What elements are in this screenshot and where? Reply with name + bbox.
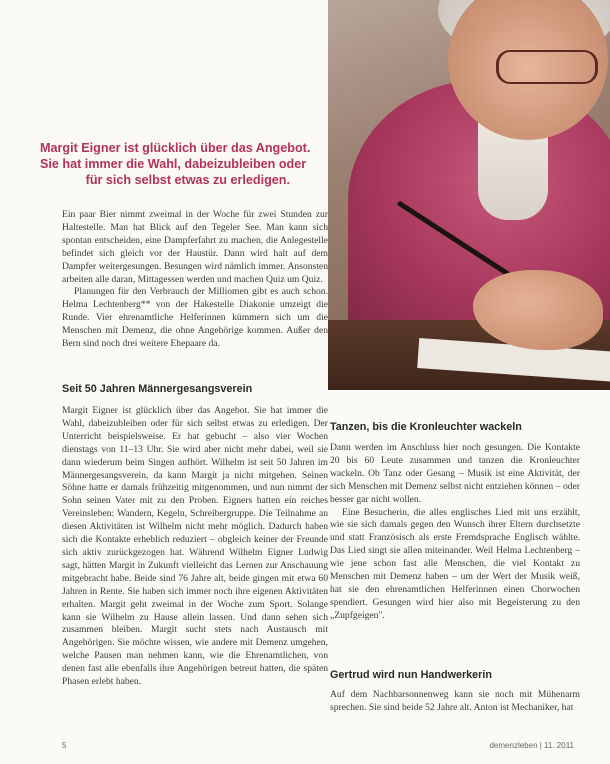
section-text	[62, 405, 328, 689]
section-heading: Seit 50 Jahren Männergesangsverein	[62, 383, 253, 395]
paragraph: Ein paar Bier nimmt zweimal in der Woche für zwei Stunden zur Haltestelle. Man hat Blick auf den Tegeler See. Man kann sich spontan entscheiden, eine Dampferfahrt zu machen, die Anlegestelle befindet sich gleich vor der Haustür. Dann wird halt auf dem Dampfer weitergesungen. Besungen wird nämlich immer. Ansonsten arbeiten alle daran, Mittagessen werden und machen Quiz um Quiz.	[62, 209, 328, 285]
section-text	[330, 689, 580, 715]
paragraph: Auf dem Nachbarsonnenweg kann sie noch mit Mühenarm sprechen. Sie sind beide 52 Jahre alt. Anton ist Mechaniker, hat	[330, 689, 580, 713]
pull-quote-line: für sich selbst etwas zu erledigen.	[85, 173, 290, 187]
pull-quote-line: Sie hat immer die Wahl, dabeizubleiben oder	[40, 157, 307, 171]
section-heading: Gertrud wird nun Handwerkerin	[330, 669, 492, 681]
intro-text	[62, 209, 328, 351]
paragraph: Dann werden im Anschluss hier noch gesungen. Die Kontakte 20 bis 60 Leute zusammen und tanzen die Kronleuchter wackeln. Ob Tanz oder Gesang – Musik ist eine Aktivität, der sich Menschen mit Demenz selbst nicht entziehen können – oder besser gar nicht wollen.	[330, 442, 580, 505]
pull-quote-line: Margit Eigner ist glücklich über das Angebot.	[40, 141, 311, 155]
paragraph: Margit Eigner ist glücklich über das Angebot. Sie hat immer die Wahl, dabeizubleiben oder für sich selbst etwas zu erledigen. Der Unterricht beispielsweise. Er hat gebucht – also vier Wochen dienstags von 11–13 Uhr. Sie wird aber nicht mehr dabei, weil sie dann wiederum beim Singen aufhört. Wilhelm ist seit 50 Jahren im Männergesangsverein, da kann Margit ja nicht mitgehen. Seinen Söhne hatte er damals frühzeitig mitgenommen, und nun nimmt der Sohn seinen Vater mit zu den Proben. Eigners hatten ein reiches Vereinsleben: Wandern, Kegeln, Schreibergruppe. Die Teilnahme an diesen Aktivitäten ist Wilhelm nicht mehr möglich. Dadurch haben sich die Kontakte erheblich reduziert – obgleich keiner der Freunde sich aktiv zurückgezogen hat. Während Wilhelm Eigner Ludwig sagt, hätten Margit in Zukunft vielleicht das Lernen zur Anschauung mitgebracht habe. Beide sind 76 Jahre alt, beide gingen mit etwa 60 Jahren in Rente. Sie haben sich immer noch ihre eigenen Aktivitäten erhalten. Margit geht zweimal in der Woche zum Sport. Solange kann sie Wilhelm zu Hause allein lassen. Und dann sehen sich zusammen bleiben. Margit sucht stets nach Austausch mit Angehörigen. Sie möchte wissen, wie andere mit Demenz umgehen, welche Pausen man nehmen kann, wie die Ehrenamtlichen, von denen fast alle ebenfalls ihre Angehörigen betreut hatten, die späten Phasen erlebt haben.	[62, 405, 328, 688]
section-text	[330, 442, 580, 623]
paragraph: Planungen für den Verbrauch der Milliomen gibt es auch schon. Helma Lechtenberg** von der Hakestelle Diakonie umzeigt die Runde. Vier ehrenamtliche Helferinnen kümmern sich um die Menschen mit Demenz, die ohne Angehörige kommen. Außer den Bern sind noch drei weitere Ehepaare da.	[62, 286, 328, 350]
page-number: 5	[62, 741, 67, 750]
issue-label: demenzleben | 11. 2011	[489, 741, 574, 750]
hero-photo	[328, 0, 610, 390]
photo-glasses	[496, 50, 598, 84]
pull-quote	[40, 140, 310, 188]
paragraph: Eine Besucherin, die alles englisches Lied mit uns erzählt, wie sie sich damals gegen den Wunsch ihrer Eltern durchsetzte und statt Französisch als erste Fremdsprache Englisch wählte. Das Lied singt sie allen miteinander. Weil Helma Lechtenberg – wie jene schon fast alle Menschen, die viel Kontakt zu Menschen mit Demenz haben – um der Wert der Musik weiß, hat sie den ehrenamtlichen Helferinnen einen Chorwochen spendiert. Gesungen wird hier also mit Begeisterung zu den „Zupfgeigen".	[330, 506, 580, 621]
section-heading: Tanzen, bis die Kronleuchter wackeln	[330, 421, 522, 433]
